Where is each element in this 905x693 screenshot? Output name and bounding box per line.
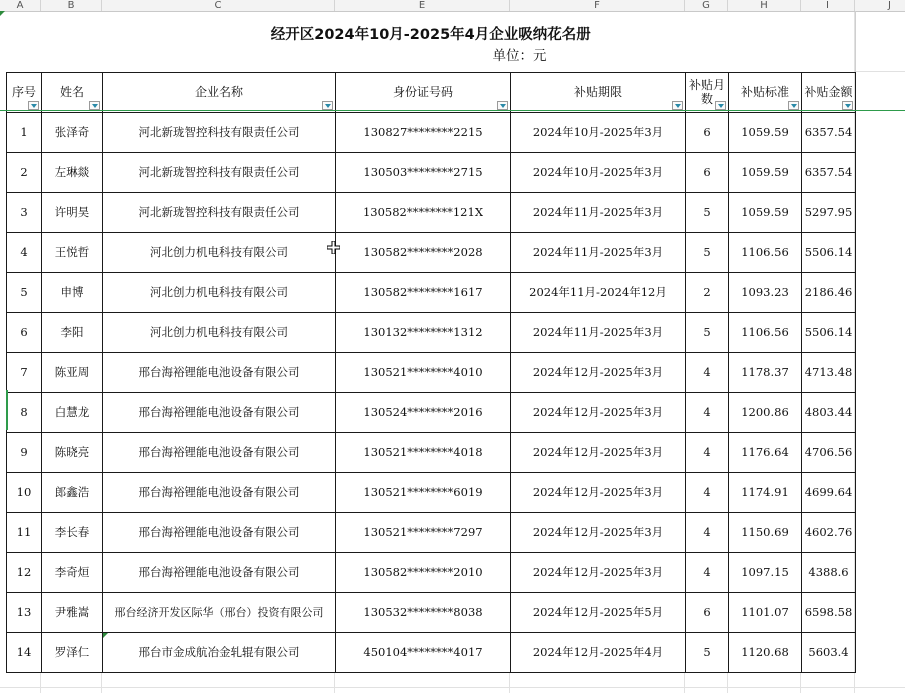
cell-period[interactable]: 2024年11月-2024年12月 [511,272,686,312]
header-row [7,72,856,112]
cell-standard[interactable]: 1178.37 [729,352,802,392]
column-header-b[interactable]: B [41,0,102,11]
cell-months[interactable]: 6 [686,152,729,192]
table-row [7,392,856,432]
cell-period[interactable]: 2024年12月-2025年3月 [511,432,686,472]
cell-name[interactable]: 李奇烜 [42,552,103,592]
grid-line [0,687,905,688]
cell-months[interactable]: 5 [686,232,729,272]
cell-period[interactable]: 2024年12月-2025年3月 [511,392,686,432]
cell-amount[interactable]: 4706.56 [802,432,856,472]
cell-company[interactable]: 河北新珑智控科技有限责任公司 [103,192,336,232]
cell-company[interactable]: 邢台海裕锂能电池设备有限公司 [103,392,336,432]
cell-index[interactable]: 13 [7,592,42,632]
grid-line [855,71,905,72]
cell-id-number[interactable]: 130827********2215 [336,112,511,152]
grid-line [40,672,41,693]
cell-amount[interactable]: 2186.46 [802,272,856,312]
cell-id-number[interactable]: 130524********2016 [336,392,511,432]
table-row [7,272,856,312]
table-row [7,592,856,632]
cell-company[interactable]: 河北新珑智控科技有限责任公司 [103,112,336,152]
cell-months[interactable]: 5 [686,312,729,352]
cell-months[interactable]: 5 [686,632,729,672]
table-row [7,192,856,232]
sheet-title: 经开区2024年10月-2025年4月企业吸纳花名册 [270,27,591,43]
cell-name[interactable]: 李阳 [42,312,103,352]
filter-dropdown-icon[interactable] [672,101,683,110]
filter-dropdown-icon[interactable] [322,101,333,110]
cell-period[interactable]: 2024年12月-2025年3月 [511,512,686,552]
cell-index[interactable]: 14 [7,632,42,672]
cell-standard[interactable]: 1101.07 [729,592,802,632]
cell-index[interactable]: 12 [7,552,42,592]
cell-standard[interactable]: 1059.59 [729,112,802,152]
cell-months[interactable]: 4 [686,472,729,512]
grid-line [334,672,335,693]
cell-name[interactable]: 李长春 [42,512,103,552]
cell-index[interactable]: 4 [7,232,42,272]
cell-name[interactable]: 白慧龙 [42,392,103,432]
header-cell-period[interactable]: 补贴期限 [511,72,686,112]
cell-months[interactable]: 4 [686,512,729,552]
cell-id-number[interactable]: 130582********1617 [336,272,511,312]
cell-period[interactable]: 2024年11月-2025年3月 [511,232,686,272]
grid-line [101,672,102,693]
cell-months[interactable]: 4 [686,352,729,392]
cell-name[interactable]: 罗泽仁 [42,632,103,672]
cell-id-number[interactable]: 130521********4010 [336,352,511,392]
cell-standard[interactable]: 1176.64 [729,432,802,472]
cell-amount[interactable]: 4803.44 [802,392,856,432]
cell-standard[interactable]: 1097.15 [729,552,802,592]
cell-index[interactable]: 10 [7,472,42,512]
cell-months[interactable]: 2 [686,272,729,312]
cell-period[interactable]: 2024年12月-2025年4月 [511,632,686,672]
cell-company[interactable]: 邢台海裕锂能电池设备有限公司 [103,432,336,472]
title-cell[interactable] [7,11,856,72]
grid-line [727,672,728,693]
column-header-i[interactable]: I [801,0,855,11]
column-header-f[interactable]: F [510,0,685,11]
cell-id-number[interactable]: 130503********2715 [336,152,511,192]
header-cell-company[interactable]: 企业名称 [103,72,336,112]
table-row [7,232,856,272]
header-cell-amount[interactable]: 补贴金额 [802,72,856,112]
cell-months[interactable]: 6 [686,112,729,152]
cell-amount[interactable]: 5297.95 [802,192,856,232]
cell-id-number[interactable]: 130582********121X [336,192,511,232]
cell-standard[interactable]: 1106.56 [729,232,802,272]
cell-standard[interactable]: 1200.86 [729,392,802,432]
cell-name[interactable]: 左琳燚 [42,152,103,192]
unit-label: 单位：元 [492,48,547,64]
filter-dropdown-icon[interactable] [28,101,39,110]
cell-standard[interactable]: 1174.91 [729,472,802,512]
cell-index[interactable]: 2 [7,152,42,192]
corner-marker [0,11,5,16]
cell-period[interactable]: 2024年10月-2025年3月 [511,112,686,152]
cell-period[interactable]: 2024年11月-2025年3月 [511,192,686,232]
cell-company[interactable]: 邢台经济开发区际华（邢台）投资有限公司 [103,592,336,632]
cell-period[interactable]: 2024年12月-2025年5月 [511,592,686,632]
cell-standard[interactable]: 1150.69 [729,512,802,552]
cell-period[interactable]: 2024年12月-2025年3月 [511,552,686,592]
table-row [7,552,856,592]
active-row-indicator [6,390,8,430]
table-row [7,632,856,672]
cell-company[interactable]: 邢台海裕锂能电池设备有限公司 [103,552,336,592]
cell-id-number[interactable]: 130582********2028 [336,232,511,272]
cell-company[interactable]: 河北新珑智控科技有限责任公司 [103,152,336,192]
table-row [7,352,856,392]
cell-period[interactable]: 2024年12月-2025年3月 [511,352,686,392]
column-header-a[interactable]: A [0,0,41,11]
cell-company[interactable]: 河北创力机电科技有限公司 [103,232,336,272]
header-cell-months[interactable]: 补贴月数 [686,72,729,112]
cell-name[interactable]: 尹雅嵩 [42,592,103,632]
cell-amount[interactable]: 4602.76 [802,512,856,552]
header-cell-name[interactable]: 姓名 [42,72,103,112]
cell-index[interactable]: 8 [7,392,42,432]
filter-dropdown-icon[interactable] [715,101,726,110]
cell-id-number[interactable]: 130582********2010 [336,552,511,592]
cell-company[interactable]: 河北创力机电科技有限公司 [103,312,336,352]
cell-amount[interactable]: 6357.54 [802,112,856,152]
cell-index[interactable]: 1 [7,112,42,152]
freeze-pane-line [0,110,905,111]
cell-period[interactable]: 2024年12月-2025年3月 [511,472,686,512]
cell-id-number[interactable]: 130532********8038 [336,592,511,632]
cell-amount[interactable]: 4388.6 [802,552,856,592]
cell-amount[interactable]: 5506.14 [802,232,856,272]
table-row [7,152,856,192]
cell-index[interactable]: 7 [7,352,42,392]
cell-amount[interactable]: 6598.58 [802,592,856,632]
table-row [7,312,856,352]
cell-name[interactable]: 许明昊 [42,192,103,232]
comment-marker [103,633,108,638]
filter-dropdown-icon[interactable] [788,101,799,110]
cell-id-number[interactable]: 130521********7297 [336,512,511,552]
cell-id-number[interactable]: 130521********4018 [336,432,511,472]
filter-dropdown-icon[interactable] [842,101,853,110]
header-cell-id-number[interactable]: 身份证号码 [336,72,511,112]
cell-months[interactable]: 4 [686,552,729,592]
cell-amount[interactable]: 5506.14 [802,312,856,352]
grid-line [684,672,685,693]
column-header-g[interactable]: G [685,0,728,11]
cell-months[interactable]: 4 [686,432,729,472]
cell-index[interactable]: 9 [7,432,42,472]
grid-line [509,672,510,693]
column-header-e[interactable]: E [335,0,510,11]
filter-dropdown-icon[interactable] [497,101,508,110]
cell-index[interactable]: 11 [7,512,42,552]
column-header-h[interactable]: H [728,0,801,11]
cell-amount[interactable]: 5603.4 [802,632,856,672]
cell-months[interactable]: 4 [686,392,729,432]
header-cell-standard[interactable]: 补贴标准 [729,72,802,112]
cell-id-number[interactable]: 130521********6019 [336,472,511,512]
filter-dropdown-icon[interactable] [89,101,100,110]
table-row [7,512,856,552]
cell-company[interactable]: 邢台海裕锂能电池设备有限公司 [103,352,336,392]
column-header-c[interactable]: C [102,0,335,11]
cell-id-number[interactable]: 450104********4017 [336,632,511,672]
cell-period[interactable]: 2024年11月-2025年3月 [511,312,686,352]
cell-standard[interactable]: 1093.23 [729,272,802,312]
cell-months[interactable]: 5 [686,192,729,232]
cell-name[interactable]: 王悦哲 [42,232,103,272]
cell-amount[interactable]: 6357.54 [802,152,856,192]
cell-company[interactable]: 河北创力机电科技有限公司 [103,272,336,312]
table-row [7,472,856,512]
cell-name[interactable]: 张泽奇 [42,112,103,152]
cell-name[interactable]: 陈亚周 [42,352,103,392]
table-row [7,432,856,472]
cell-index[interactable]: 6 [7,312,42,352]
cell-standard[interactable]: 1059.59 [729,152,802,192]
cell-index[interactable]: 3 [7,192,42,232]
cell-id-number[interactable]: 130132********1312 [336,312,511,352]
table-row [7,112,856,152]
cell-standard[interactable]: 1059.59 [729,192,802,232]
cell-company[interactable]: 邢台海裕锂能电池设备有限公司 [103,512,336,552]
cell-amount[interactable]: 4713.48 [802,352,856,392]
header-cell-index[interactable]: 序号 [7,72,42,112]
cell-amount[interactable]: 4699.64 [802,472,856,512]
cell-name[interactable]: 陈晓亮 [42,432,103,472]
cell-name[interactable]: 申博 [42,272,103,312]
column-header-j[interactable]: J [855,0,905,11]
cell-name[interactable]: 郎鑫浩 [42,472,103,512]
cell-index[interactable]: 5 [7,272,42,312]
cell-company[interactable]: 邢台海裕锂能电池设备有限公司 [103,472,336,512]
cell-period[interactable]: 2024年10月-2025年3月 [511,152,686,192]
cell-standard[interactable]: 1120.68 [729,632,802,672]
cell-months[interactable]: 6 [686,592,729,632]
cell-standard[interactable]: 1106.56 [729,312,802,352]
cell-company[interactable]: 邢台市金成航冶金轧辊有限公司 [103,632,336,672]
cell-cursor-icon [327,241,340,254]
grid-line [800,672,801,693]
